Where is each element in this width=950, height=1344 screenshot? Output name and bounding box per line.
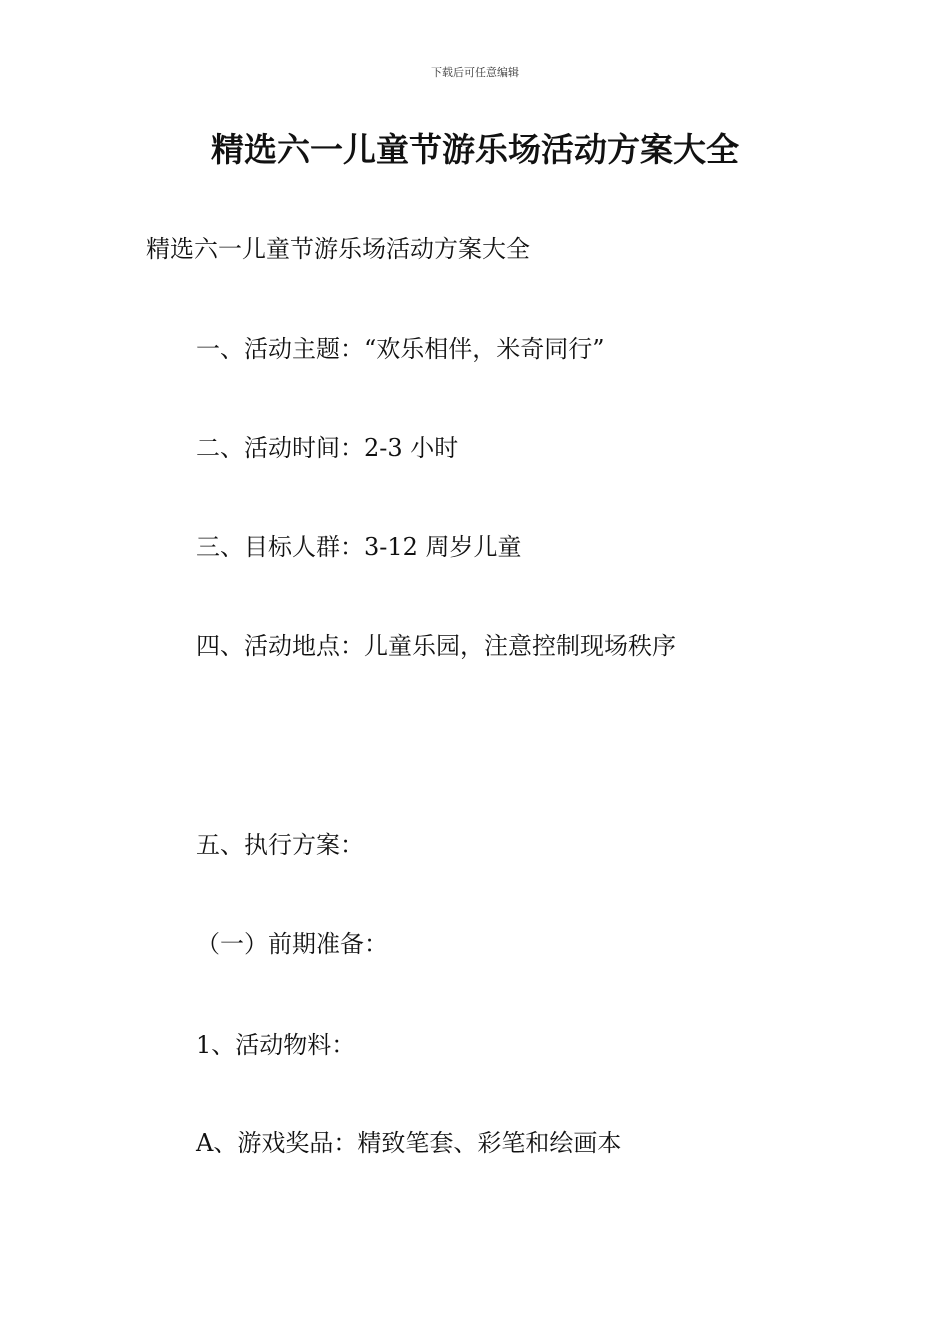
document-title: 精选六一儿童节游乐场活动方案大全 xyxy=(211,130,739,169)
subsection-preparation: （一）前期准备： xyxy=(196,930,388,958)
item-materials: 1、活动物料： xyxy=(196,1031,356,1059)
document-subtitle: 精选六一儿童节游乐场活动方案大全 xyxy=(146,235,530,263)
header-note: 下载后可任意编辑 xyxy=(431,66,519,79)
section-execution: 五、执行方案： xyxy=(196,831,364,859)
section-location: 四、活动地点：儿童乐园，注意控制现场秩序 xyxy=(196,632,676,660)
section-time: 二、活动时间：2-3 小时 xyxy=(196,434,459,462)
section-audience: 三、目标人群：3-12 周岁儿童 xyxy=(196,533,522,561)
section-theme: 一、活动主题：“欢乐相伴，米奇同行” xyxy=(196,335,605,363)
item-prizes: A、游戏奖品：精致笔套、彩笔和绘画本 xyxy=(196,1129,622,1157)
